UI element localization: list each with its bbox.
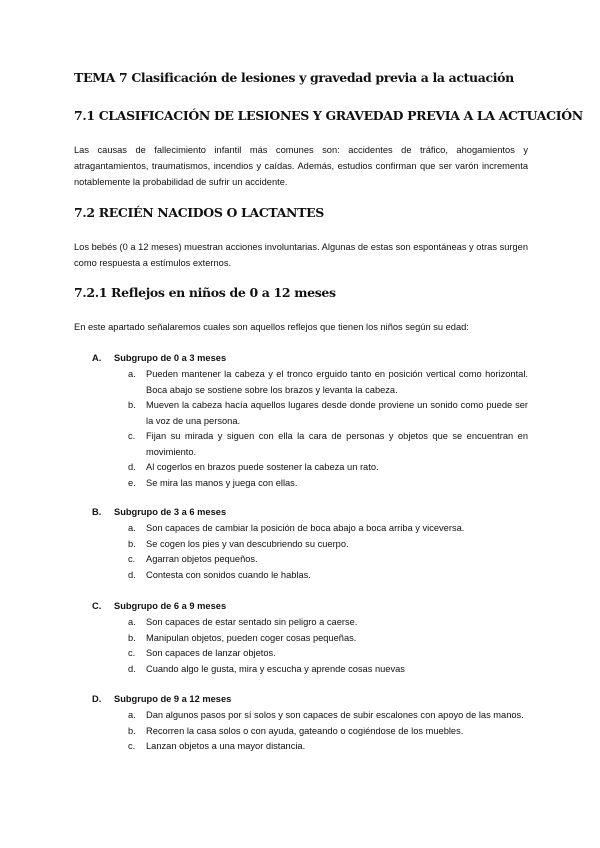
list-item-text: Son capaces de estar sentado sin peligro a caerse. [146, 617, 358, 627]
list-item-text: Pueden mantener la cabeza y el tronco erguido tanto en posición vertical como horizontal. Boca abajo se sostiene sobre los brazos y levanta la cabeza. [146, 369, 528, 395]
list-marker: b. [128, 400, 136, 410]
list-marker: b. [128, 725, 136, 736]
list-item [128, 631, 528, 647]
subgroup-list [92, 367, 528, 491]
list-marker: b. [128, 538, 136, 549]
list-marker: b. [128, 632, 136, 643]
list-marker: a. [128, 369, 136, 379]
list-item [128, 615, 528, 631]
list-marker: a. [128, 710, 136, 720]
list-item [128, 367, 528, 398]
list-item-text: Al cogerlos en brazos puede sostener la cabeza un rato. [146, 462, 379, 472]
list-item [128, 429, 528, 460]
subgroup-list [92, 708, 528, 755]
subgroup-list [92, 521, 528, 583]
subgroup-b [92, 505, 528, 583]
subgroup-title: Subgrupo de 6 a 9 meses [114, 601, 227, 611]
section-intro-7-2-1: En este apartado señalaremos cuales son aquellos reflejos que tienen los niños según su edad: [74, 322, 469, 332]
list-marker: c. [128, 554, 136, 564]
list-marker: c. [128, 741, 136, 751]
subgroup-heading [92, 599, 528, 615]
list-item-text: Mueven la cabeza hacía aquellos lugares desde donde proviene un sonido como puede ser la voz de una persona. [146, 400, 528, 426]
subgroup-heading [92, 692, 528, 708]
list-marker: c. [128, 648, 136, 658]
subgroup-d [92, 692, 528, 755]
list-marker: a. [128, 523, 136, 533]
list-item [128, 398, 528, 429]
list-marker: d. [128, 569, 136, 580]
subgroup-letter: D. [92, 694, 102, 704]
list-marker: c. [128, 431, 136, 441]
list-item-text: Son capaces de lanzar objetos. [146, 648, 276, 658]
list-marker: d. [128, 462, 136, 472]
list-item-text: Se cogen los pies y van descubriendo su cuerpo. [146, 538, 349, 549]
list-item [128, 708, 528, 724]
section-paragraph-7-2: Los bebés (0 a 12 meses) muestran acciones involuntarias. Algunas de estas son espontáneas y otras surgen como respuesta a estímulos externos. [74, 242, 528, 268]
list-item [128, 521, 528, 537]
section-heading-7-2-1: 7.2.1 Reflejos en niños de 0 a 12 meses [74, 285, 336, 300]
subgroup-c [92, 599, 528, 677]
subgroup-letter: C. [92, 601, 102, 611]
list-item-text: Recorren la casa solos o con ayuda, gateando o cogiéndose de los muebles. [146, 725, 464, 736]
subgroup-title: Subgrupo de 3 a 6 meses [114, 507, 227, 517]
list-item [128, 460, 528, 476]
list-item [128, 476, 528, 492]
list-item-text: Agarran objetos pequeños. [146, 554, 258, 564]
list-item-text: Se mira las manos y juega con ellas. [146, 477, 298, 488]
list-item [128, 724, 528, 740]
list-item [128, 646, 528, 662]
list-marker: e. [128, 477, 136, 488]
list-item-text: Cuando algo le gusta, mira y escucha y aprende cosas nuevas [146, 663, 405, 674]
subgroup-title: Subgrupo de 0 a 3 meses [114, 353, 227, 363]
subgroup-a [92, 351, 528, 491]
section-heading-7-2: 7.2 RECIÉN NACIDOS O LACTANTES [74, 205, 324, 220]
subgroup-letter: A. [92, 353, 102, 363]
list-item [128, 568, 528, 584]
list-item-text: Lanzan objetos a una mayor distancia. [146, 741, 306, 751]
list-marker: d. [128, 663, 136, 674]
subgroup-heading [92, 505, 528, 521]
document-title: TEMA 7 Clasificación de lesiones y gravedad previa a la actuación [74, 70, 514, 85]
list-item [128, 662, 528, 678]
list-item-text: Dan algunos pasos por sí solos y son capaces de subir escalones con apoyo de las manos. [146, 710, 524, 720]
list-item [128, 552, 528, 568]
section-paragraph-7-1: Las causas de fallecimiento infantil más comunes son: accidentes de tráfico, ahogamientos y atragantamientos, traumatismos, incendios y caídas. Además, estudios confirman que ser varón incrementa notablemente la probabilidad de sufrir un accidente. [74, 145, 528, 187]
subgroup-letter: B. [92, 507, 102, 517]
list-item [128, 739, 528, 755]
list-marker: a. [128, 617, 136, 627]
list-item-text: Fijan su mirada y siguen con ella la cara de personas y objetos que se encuentran en movimiento. [146, 431, 528, 457]
list-item-text: Contesta con sonidos cuando le hablas. [146, 569, 311, 580]
subgroup-heading [92, 351, 528, 367]
subgroup-list [92, 615, 528, 677]
list-item-text: Manipulan objetos, pueden coger cosas pequeñas. [146, 632, 357, 643]
list-item [128, 537, 528, 553]
subgroup-title: Subgrupo de 9 a 12 meses [114, 694, 232, 704]
section-heading-7-1: 7.1 CLASIFICACIÓN DE LESIONES Y GRAVEDAD PREVIA A LA ACTUACIÓN [74, 108, 583, 123]
list-item-text: Son capaces de cambiar la posición de boca abajo a boca arriba y viceversa. [146, 523, 465, 533]
